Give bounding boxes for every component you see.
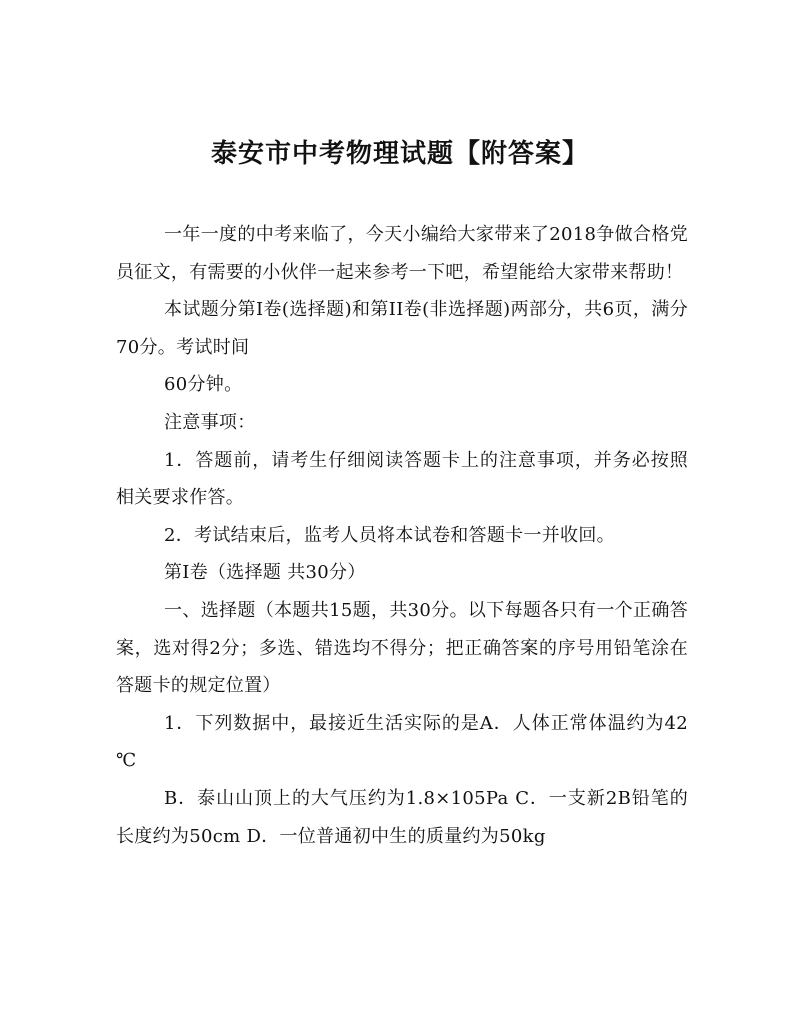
choice-instructions: 一、选择题（本题共15题，共30分。以下每题各只有一个正确答案，选对得2分；多选、错选均不得分；把正确答案的序号用铅笔涂在答题卡的规定位置） — [116, 599, 688, 697]
exam-structure-paragraph: 本试题分第I卷(选择题)和第II卷(非选择题)两部分，共6页，满分70分。考试时间 — [116, 299, 688, 358]
intro-paragraph: 一年一度的中考来临了，今天小编给大家带来了2018争做合格党员征文，有需要的小伙伴一起来参考一下吧，希望能给大家带来帮助！ — [116, 224, 688, 283]
exam-duration-paragraph: 60分钟。 — [164, 374, 243, 396]
document-title: 泰安市中考物理试题【附答案】 — [210, 139, 589, 169]
notice-heading: 注意事项： — [164, 411, 256, 433]
question-1-options: B．泰山山顶上的大气压约为1.8×105Pa C．一支新2B铅笔的长度约为50cm D．一位普通初中生的质量约为50kg — [116, 787, 688, 847]
question-1: 1．下列数据中，最接近生活实际的是A．人体正常体温约为42 ℃ — [116, 712, 688, 772]
section-1-heading: 第I卷（选择题 共30分） — [164, 562, 366, 584]
document-body — [116, 216, 688, 855]
notice-item-1: 1．答题前，请考生仔细阅读答题卡上的注意事项，并务必按照相关要求作答。 — [116, 449, 688, 509]
notice-item-2: 2．考试结束后，监考人员将本试卷和答题卡一并收回。 — [164, 524, 615, 546]
